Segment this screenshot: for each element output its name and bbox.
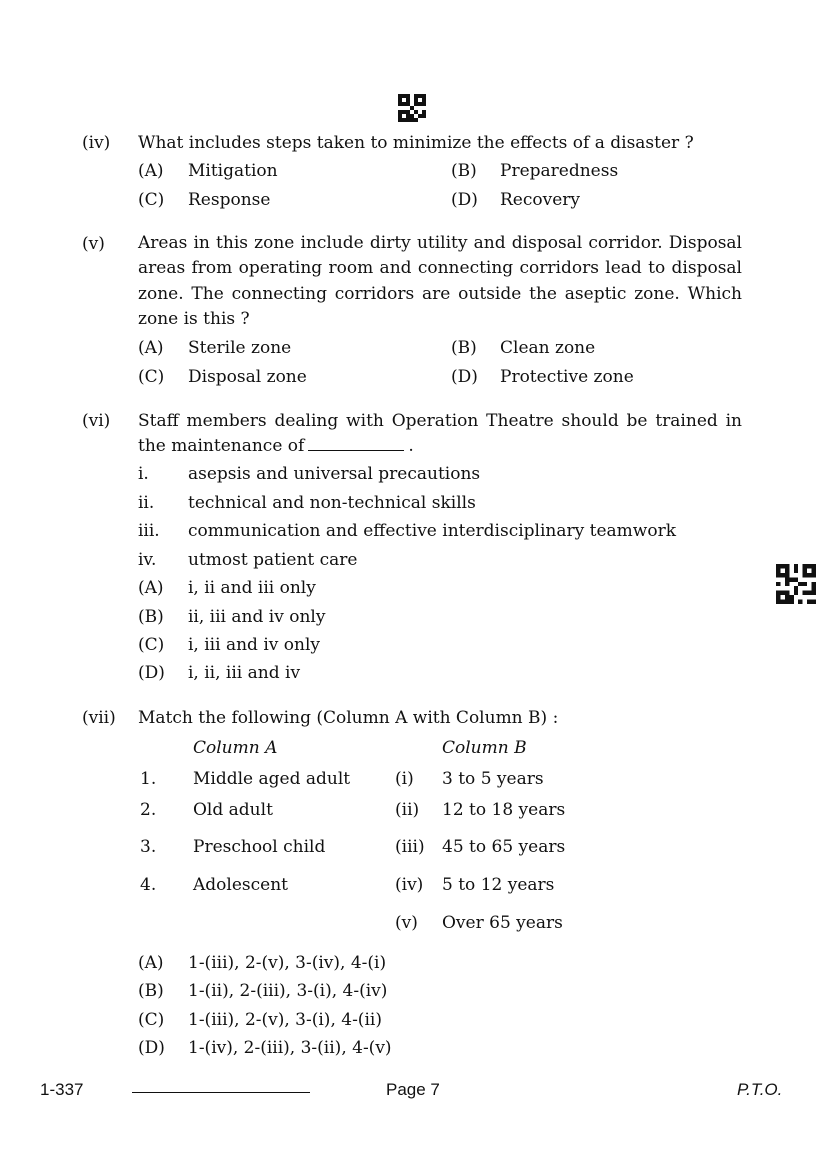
- option-text-c: 1-(iii), 2-(v), 3-(i), 4-(ii): [188, 1010, 382, 1030]
- option-text-b: Preparedness: [500, 161, 619, 181]
- option-label-b: (B): [138, 981, 164, 1001]
- question-text-vi-line1: Staff members dealing with Operation Theatre should be trained in: [138, 411, 742, 431]
- statement-label: ii.: [138, 493, 155, 513]
- question-text-vi-pre: the maintenance of: [138, 436, 305, 456]
- column-b-label: (iii): [395, 837, 425, 857]
- option-text-a: Mitigation: [188, 161, 278, 181]
- option-label-c: (C): [138, 190, 165, 210]
- column-b-label: (i): [395, 769, 414, 789]
- option-text-c: i, iii and iv only: [188, 635, 320, 655]
- column-b-label: (v): [395, 913, 418, 933]
- column-a-item: Old adult: [193, 800, 273, 820]
- option-label-a: (A): [138, 338, 164, 358]
- option-text-b: ii, iii and iv only: [188, 607, 326, 627]
- column-a-label: 4.: [140, 875, 157, 895]
- option-text-d: Protective zone: [500, 367, 634, 387]
- option-text-a: i, ii and iii only: [188, 578, 316, 598]
- statement-label: iv.: [138, 550, 157, 570]
- question-text-iv: What includes steps taken to minimize the effects of a disaster ?: [138, 133, 694, 153]
- option-text-d: i, ii, iii and iv: [188, 663, 301, 683]
- option-text-a: Sterile zone: [188, 338, 292, 358]
- option-label-d: (D): [138, 1038, 165, 1058]
- column-b-item: 12 to 18 years: [442, 800, 566, 820]
- option-label-c: (C): [138, 635, 165, 655]
- column-b-item: 3 to 5 years: [442, 769, 544, 789]
- question-text-vi-post: .: [408, 436, 414, 456]
- option-text-d: 1-(iv), 2-(iii), 3-(ii), 4-(v): [188, 1038, 392, 1058]
- option-label-a: (A): [138, 953, 164, 973]
- question-text-vii: Match the following (Column A with Column B) :: [138, 708, 559, 728]
- column-b-item: 5 to 12 years: [442, 875, 555, 895]
- option-text-a: 1-(iii), 2-(v), 3-(iv), 4-(i): [188, 953, 387, 973]
- column-a-header: Column A: [193, 738, 278, 758]
- option-text-d: Recovery: [500, 190, 581, 210]
- option-label-d: (D): [138, 663, 165, 683]
- option-label-d: (D): [451, 367, 478, 387]
- option-text-b: Clean zone: [500, 338, 596, 358]
- column-a-item: Adolescent: [193, 875, 288, 895]
- statement-text: utmost patient care: [188, 550, 358, 570]
- option-label-a: (A): [138, 161, 164, 181]
- option-text-c: Response: [188, 190, 271, 210]
- option-text-b: 1-(ii), 2-(iii), 3-(i), 4-(iv): [188, 981, 388, 1001]
- page-number: Page 7: [386, 1080, 440, 1099]
- question-number-iv: (iv): [82, 133, 111, 153]
- column-b-label: (ii): [395, 800, 420, 820]
- option-label-c: (C): [138, 367, 165, 387]
- paper-code: 1-337: [40, 1080, 84, 1099]
- option-label-a: (A): [138, 578, 164, 598]
- column-b-header: Column B: [442, 738, 527, 758]
- qr-code-top-icon: [398, 94, 426, 122]
- option-text-c: Disposal zone: [188, 367, 307, 387]
- statement-label: iii.: [138, 521, 160, 541]
- question-text-vi-line2: [138, 436, 414, 456]
- question-number-vi: (vi): [82, 411, 111, 431]
- option-label-d: (D): [451, 190, 478, 210]
- statement-text: communication and effective interdisciplinary teamwork: [188, 521, 677, 541]
- column-a-label: 2.: [140, 800, 157, 820]
- statement-text: asepsis and universal precautions: [188, 464, 481, 484]
- column-b-item: 45 to 65 years: [442, 837, 566, 857]
- option-label-b: (B): [138, 607, 164, 627]
- column-b-label: (iv): [395, 875, 424, 895]
- option-label-b: (B): [451, 338, 477, 358]
- statement-text: technical and non-technical skills: [188, 493, 476, 513]
- statement-label: i.: [138, 464, 149, 484]
- column-b-item: Over 65 years: [442, 913, 563, 933]
- question-text-v: Areas in this zone include dirty utility and disposal corridor. Disposal areas from operating room and connecting corridors lead to disposal zone. The connecting corridors are outside the aseptic zone. Which zone is this ?: [138, 233, 742, 329]
- column-a-label: 1.: [140, 769, 157, 789]
- question-number-v: (v): [82, 234, 105, 254]
- column-a-item: Preschool child: [193, 837, 326, 857]
- footer-rule: [132, 1092, 310, 1093]
- answer-blank: [308, 436, 404, 451]
- column-a-label: 3.: [140, 837, 157, 857]
- column-a-item: Middle aged adult: [193, 769, 351, 789]
- please-turn-over: P.T.O.: [737, 1080, 783, 1099]
- question-number-vii: (vii): [82, 708, 116, 728]
- option-label-b: (B): [451, 161, 477, 181]
- qr-code-side-icon: [776, 564, 816, 604]
- option-label-c: (C): [138, 1010, 165, 1030]
